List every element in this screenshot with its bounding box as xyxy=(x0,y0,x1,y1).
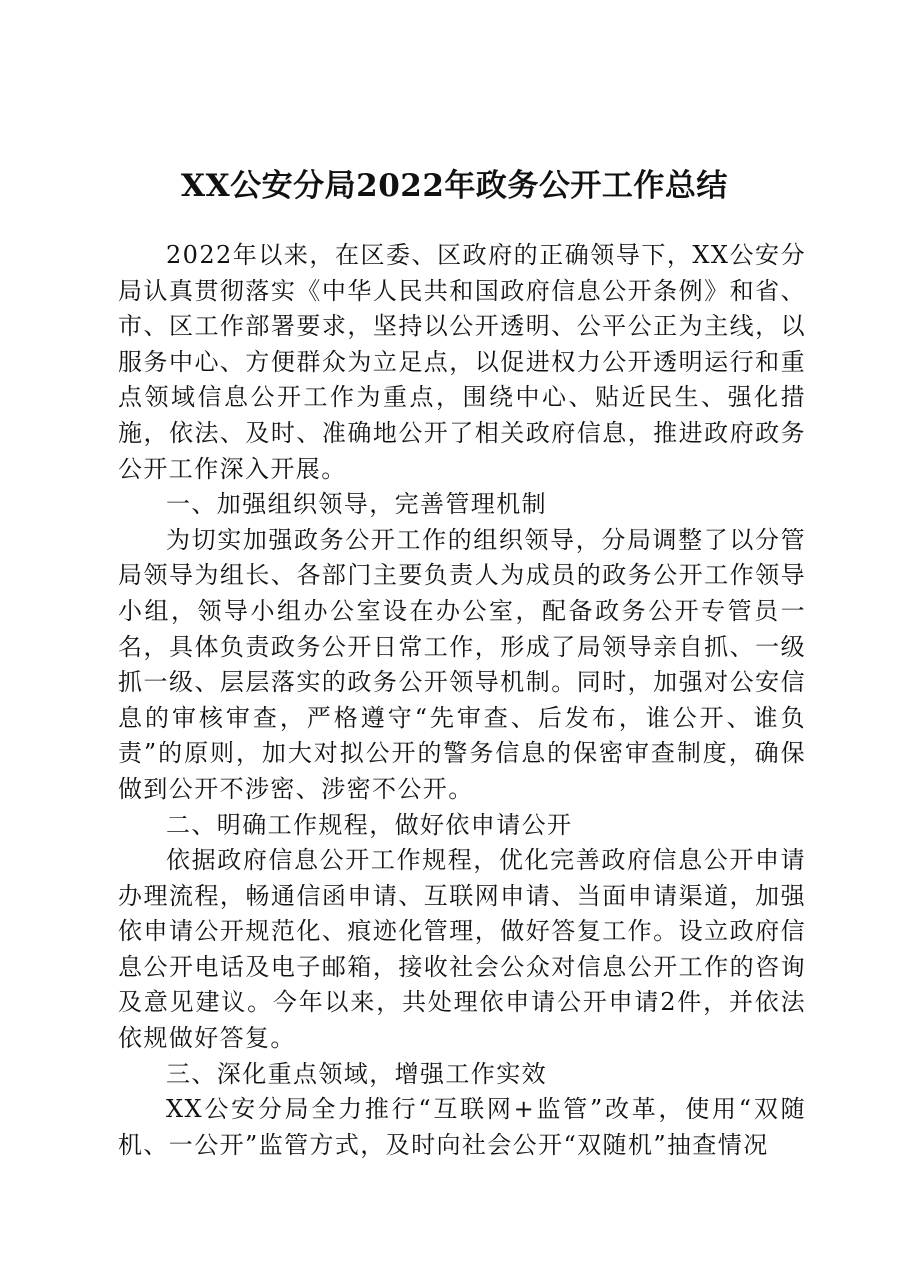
section-heading-1: 一、加强组织领导，完善管理机制 xyxy=(166,490,547,519)
paragraph-section-2: 依据政府信息公开工作规程，优化完善政府信息公开申请办理流程，畅通信函申请、互联网申请、当面申请渠道，加强依申请公开规范化、痕迹化管理，做好答复工作。设立政府信息公开电话及电子邮箱，接收社会公众对信息公开工作的咨询及意见建议。今年以来，共处理依申请公开申请2件，并依法依规做好答复。 xyxy=(118,846,806,1053)
paragraph-section-1: 为切实加强政务公开工作的组织领导，分局调整了以分管局领导为组长、各部门主要负责人为成员的政务公开工作领导小组，领导小组办公室设在办公室，配备政务公开专管员一名，具体负责政务公开日常工作，形成了局领导亲自抓、一级抓一级、层层落实的政务公开领导机制。同时，加强对公安信息的审核审查，严格遵守“先审查、后发布，谁公开、谁负责”的原则，加大对拟公开的警务信息的保密审查制度，确保做到公开不涉密、涉密不公开。 xyxy=(118,525,806,803)
document-body xyxy=(118,238,806,1163)
section-heading-3: 三、深化重点领域，增强工作实效 xyxy=(166,1059,547,1088)
section-heading-2: 二、明确工作规程，做好依申请公开 xyxy=(166,810,573,839)
paragraph-intro: 2022年以来，在区委、区政府的正确领导下，XX公安分局认真贯彻落实《中华人民共和国政府信息公开条例》和省、市、区工作部署要求，坚持以公开透明、公平公正为主线，以服务中心、方便群众为立足点，以促进权力公开透明运行和重点领域信息公开工作为重点，围绕中心、贴近民生、强化措施，依法、及时、准确地公开了相关政府信息，推进政府政务公开工作深入开展。 xyxy=(118,241,806,483)
document-title: XX公安分局2022年政务公开工作总结 xyxy=(181,168,728,204)
paragraph-section-3: XX公安分局全力推行“互联网+监管”改革，使用“双随机、一公开”监管方式，及时向社会公开“双随机”抽查情况 xyxy=(118,1095,806,1159)
